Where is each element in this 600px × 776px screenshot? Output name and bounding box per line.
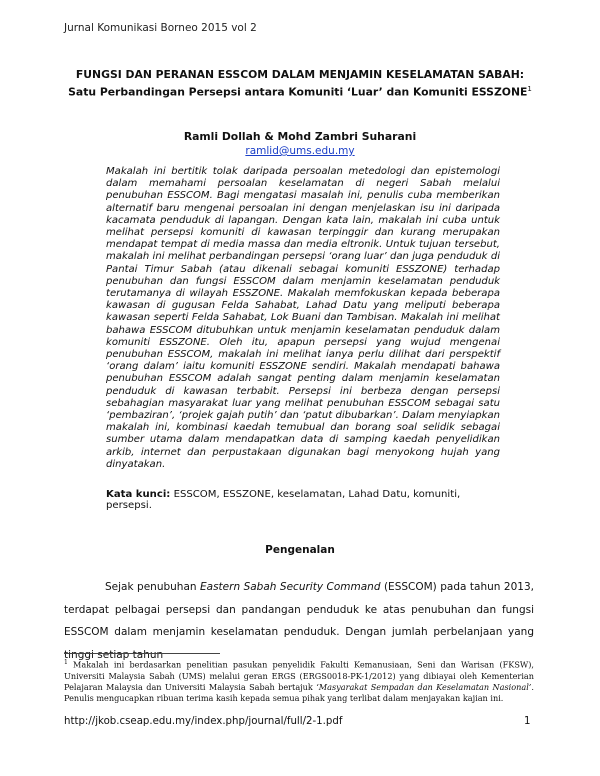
keywords-label: Kata kunci: [106, 489, 171, 500]
title-line-1: FUNGSI DAN PERANAN ESSCOM DALAM MENJAMIN KESELAMATAN SABAH: [75, 68, 525, 81]
title-footnote-marker: 1 [527, 85, 532, 93]
page-number: 1 [524, 716, 531, 727]
footer-url-link[interactable]: http://jkob.cseap.edu.my/index.php/journal/full/2-1.pdf [64, 716, 343, 727]
title-line-2: Satu Perbandingan Persepsi antara Komuniti ‘Luar’ dan Komuniti ESSZONE [68, 85, 528, 99]
running-header: Jurnal Komunikasi Borneo 2015 vol 2 [64, 22, 257, 34]
author-names: Ramli Dollah & Mohd Zambri Suharani [183, 130, 417, 143]
keywords [106, 489, 500, 511]
paper-title [60, 67, 540, 100]
keywords-list: ESSCOM, ESSZONE, keselamatan, Lahad Datu, komuniti, persepsi. [106, 489, 461, 511]
body-intro-emphasis: Eastern Sabah Security Command [200, 581, 381, 593]
author-email-link[interactable]: ramlid@ums.edu.my [245, 145, 355, 157]
body-intro-rest: (ESSCOM) pada tahun 2013, terdapat pelbagai persepsi dan pandangan penduduk ke atas penubuhan dan fungsi ESSCOM dalam menjamin keselamatan penduduk. Dengan jumlah perbelanjaan yang tinggi setiap tahun [64, 581, 534, 661]
footnote-marker: 1 [64, 659, 68, 666]
section-heading: Pengenalan [265, 544, 335, 556]
footnote-text-b: . Penulis mengucapkan ribuan terima kasih kepada semua pihak yang terlibat dalam menjayakan kajian ini. [64, 682, 534, 704]
abstract-text: Makalah ini bertitik tolak daripada persoalan metedologi dan epistemologi dalam memahami persoalan keselamatan di negeri Sabah melalui penubuhan ESSCOM. Bagi mengatasi masalah ini, penulis cuba memberikan alternatif baru mengenai persoalan ini dengan menjelaskan isu ini daripada kacamata penduduk di lapangan. Dengan kata lain, makalah ini cuba untuk melihat persepsi komuniti di kawasan terpinggir dan kurang merupakan mendapat tempat di media massa dan media eltronik. Untuk tujuan tersebut, makalah ini melihat perbandingan persepsi ‘orang luar’ dan juga penduduk di Pantai Timur Sabah (atau dikenali sebagai komuniti ESSZONE) terhadap penubuhan dan fungsi ESSCOM dalam menjamin keselamatan penduduk terutamanya di wilayah ESSZONE. Makalah memfokuskan kepada beberapa kawasan di gugusan Felda Sahabat, Lahad Datu yang meliputi beberapa kawasan seperti Felda Sahabat, Lok Buani dan Tambisan. Makalah ini melihat bahawa ESSCOM ditubuhkan untuk menjamin keselamatan penduduk dalam komuniti ESSZONE. Oleh itu, apapun persepsi yang wujud mengenai penubuhan ESSCOM, makalah ini melihat ianya perlu dilihat dari perspektif ‘orang dalam’ iaitu komuniti ESSZONE sendiri. Makalah mendapati bahawa penubuhan ESSCOM adalah sangat penting dalam menjamin keselamatan penduduk di kawasan terbabit. Persepsi ini berbeza dengan persepsi sebahagian masyarakat luar yang melihat penubuhan ESSCOM sebagai satu ‘pembaziran’, ‘projek gajah putih’ dan ‘patut dibubarkan’. Dalam menyiapkan makalah ini, kombinasi kaedah temubual dan borang soal selidik sebagai sumber utama dalam mendapatkan data di samping kaedah penyelidikan arkib, internet dan perpustakaan digunakan bagi menyokong hujah yang dinyatakan. [106, 166, 500, 470]
footnote-text-a: Makalah ini berdasarkan penelitian pasukan penyelidik Fakulti Kemanusiaan, Seni dan Warisan (FKSW), Universiti Malaysia Sabah (UMS) melalui geran ERGS (ERGS0018-PK-1/2012) yang dibiayai oleh Kementerian Pelajaran Malaysia dan Universiti Malaysia Sabah bertajuk [64, 659, 534, 693]
body-intro-start: Sejak penubuhan [105, 581, 201, 593]
footnote-project-title: ‘Masyarakat Sempadan dan Keselamatan Nasional’ [316, 682, 532, 693]
footnote-divider [64, 653, 220, 654]
footnote [64, 657, 534, 705]
